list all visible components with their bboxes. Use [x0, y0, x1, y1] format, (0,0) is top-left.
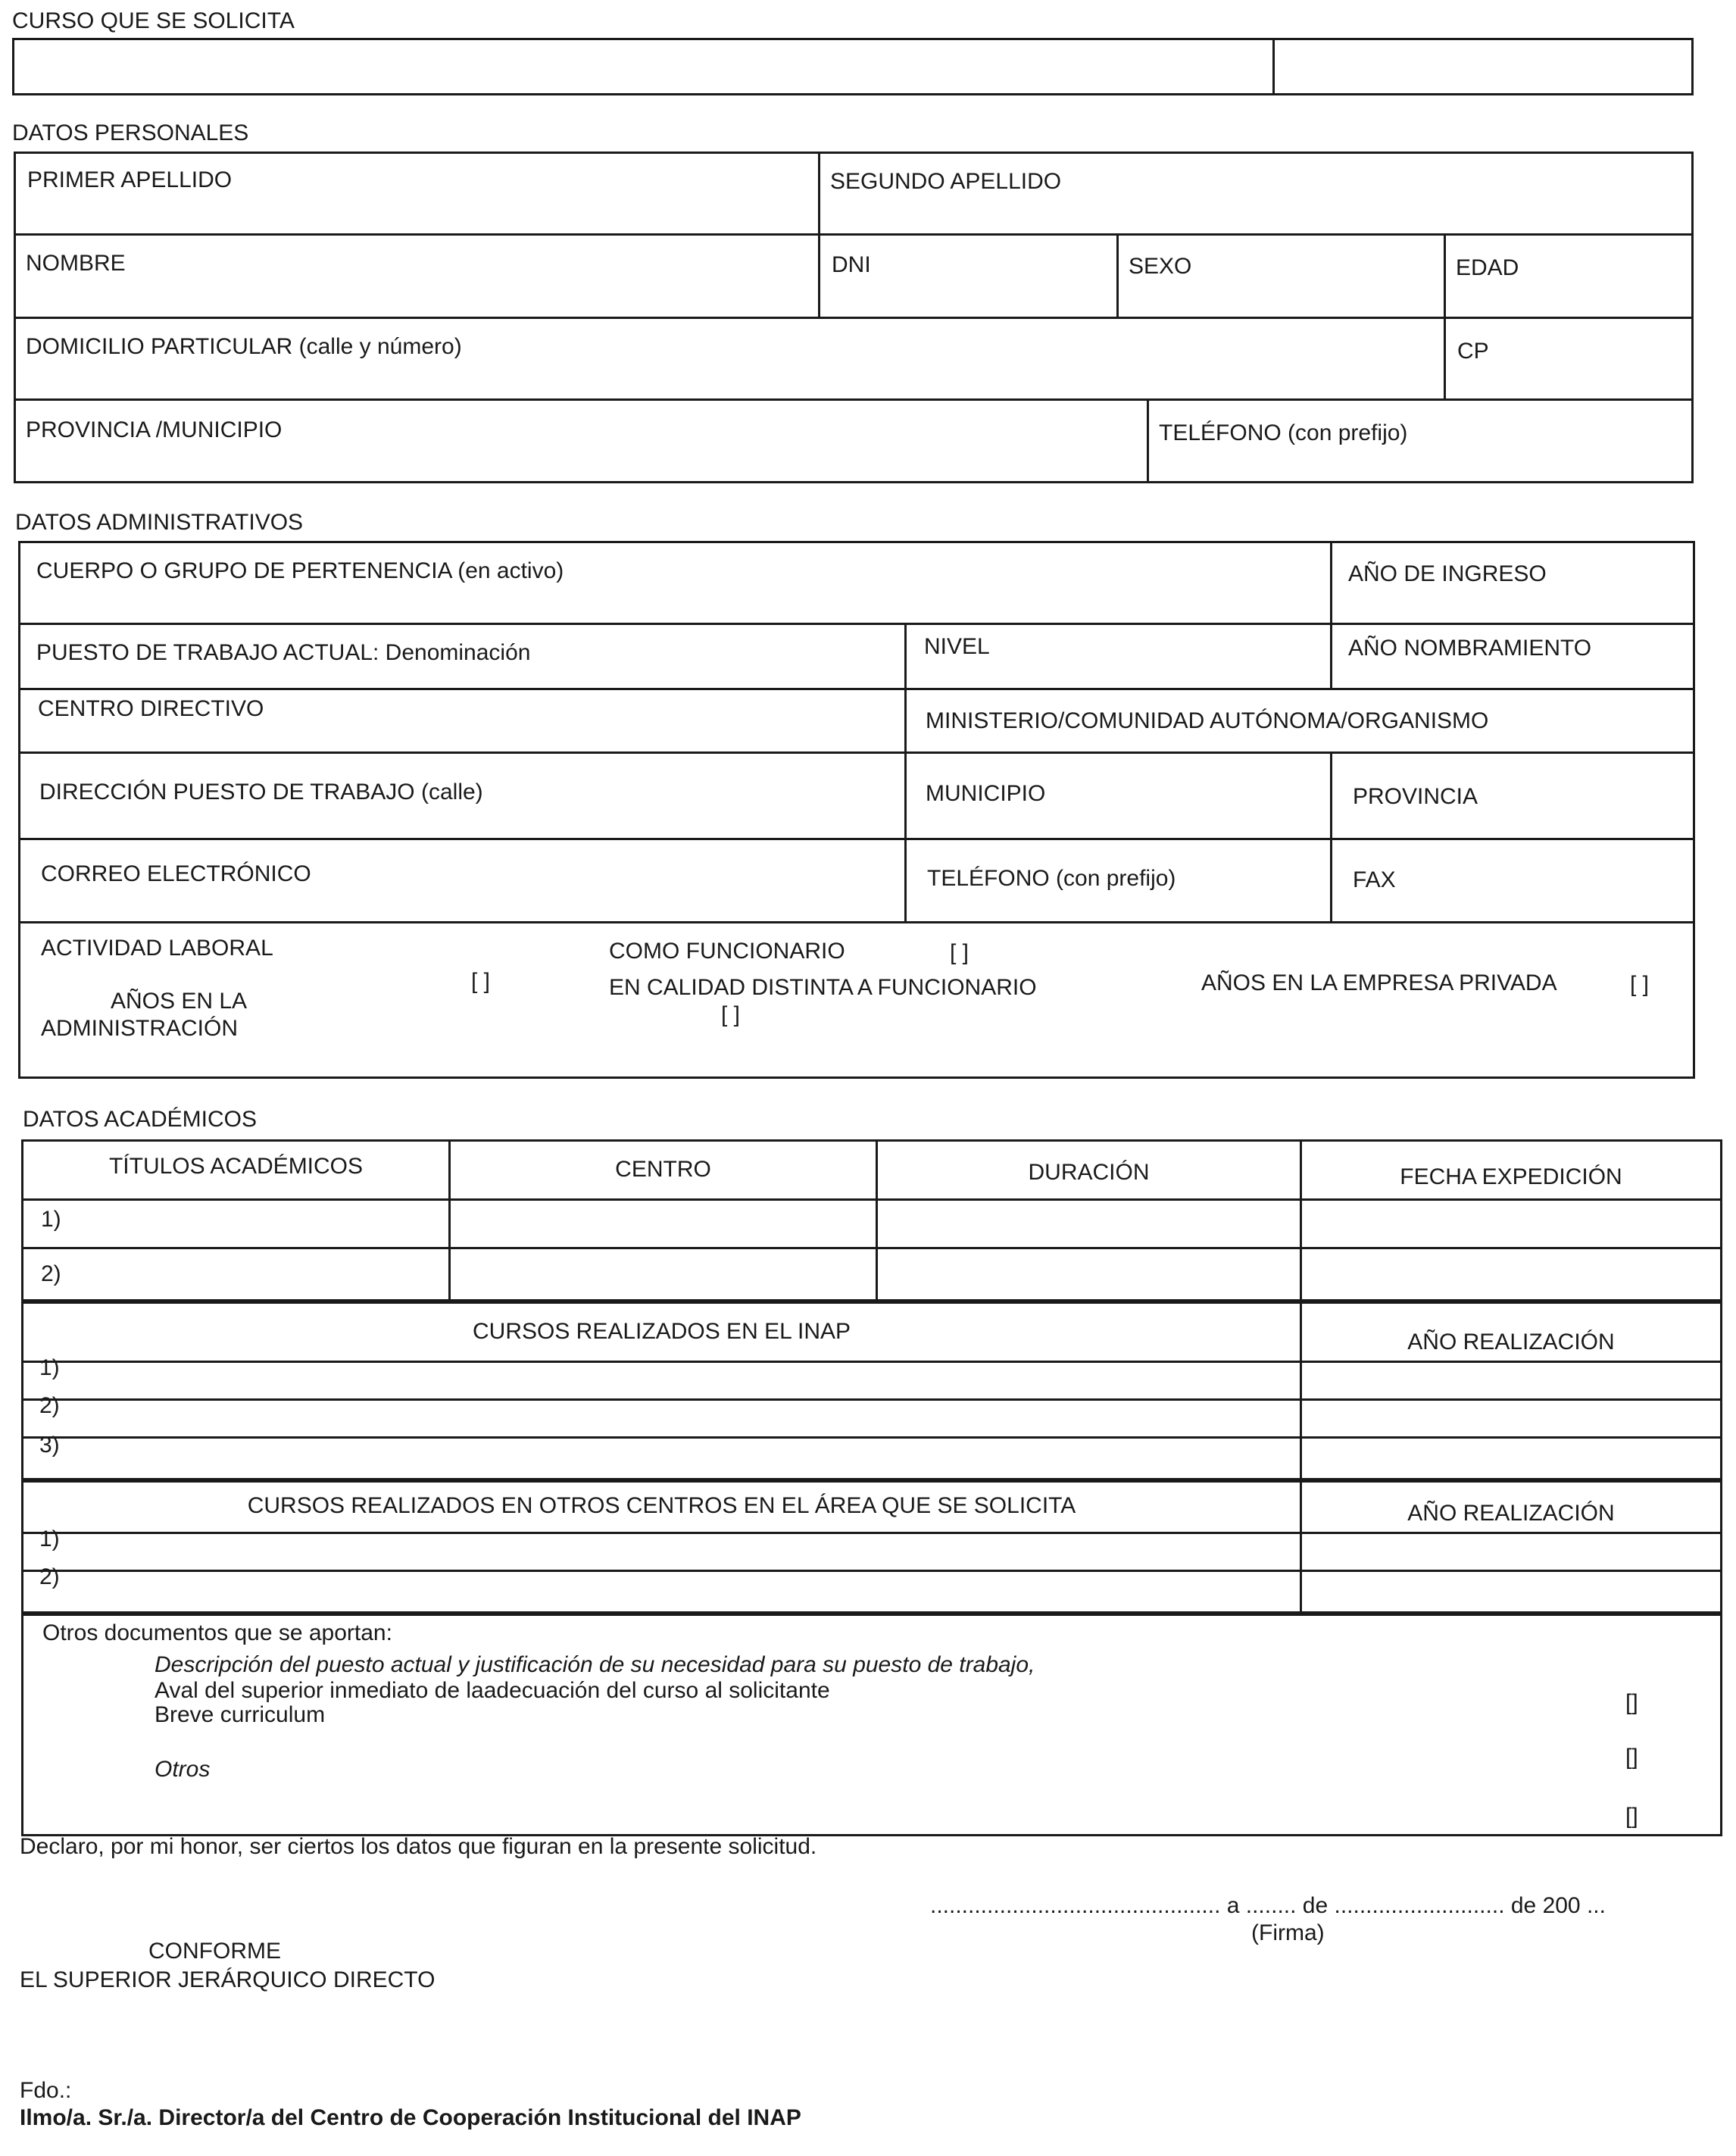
field-sexo[interactable]	[1119, 236, 1443, 316]
label-actividad-laboral: ACTIVIDAD LABORAL	[41, 936, 273, 961]
doc-item-otros: Otros	[155, 1757, 211, 1782]
label-direccion: DIRECCIÓN PUESTO DE TRABAJO (calle)	[39, 780, 483, 805]
checkbox-doc-2[interactable]: []	[1625, 1745, 1638, 1770]
otros-row-2: 2)	[39, 1564, 60, 1589]
inap-row-1: 1)	[39, 1355, 60, 1380]
header-duracion: DURACIÓN	[1028, 1160, 1150, 1185]
field-primer-apellido[interactable]	[16, 154, 816, 233]
field-provincia-municipio[interactable]	[16, 401, 1146, 481]
field-otros-1[interactable]	[23, 1534, 1720, 1569]
label-empresa-privada: AÑOS EN LA EMPRESA PRIVADA	[1201, 970, 1557, 995]
curso-field[interactable]	[12, 38, 1694, 95]
header-fecha-expedicion: FECHA EXPEDICIÓN	[1400, 1164, 1622, 1189]
section-title-curso: CURSO QUE SE SOLICITA	[12, 8, 295, 33]
fdo-label: Fdo.:	[20, 2078, 72, 2103]
label-municipio: MUNICIPIO	[926, 781, 1046, 806]
label-primer-apellido: PRIMER APELLIDO	[27, 167, 233, 192]
fecha-line[interactable]: .............................................. a ........ de ........................... de 200 ...	[930, 1893, 1606, 1918]
field-dni[interactable]	[820, 236, 1116, 316]
label-centro-directivo: CENTRO DIRECTIVO	[38, 696, 264, 721]
label-ministerio: MINISTERIO/COMUNIDAD AUTÓNOMA/ORGANISMO	[926, 708, 1489, 733]
label-dni: DNI	[832, 252, 871, 277]
label-sexo: SEXO	[1129, 254, 1192, 279]
field-centro-directivo[interactable]	[20, 690, 904, 751]
label-telefono-admin: TELÉFONO (con prefijo)	[927, 866, 1176, 891]
label-nombre: NOMBRE	[26, 251, 126, 276]
field-titulo-2[interactable]	[23, 1249, 1720, 1299]
field-segundo-apellido[interactable]	[820, 154, 1691, 233]
field-fax[interactable]	[1332, 840, 1693, 920]
superior-label: EL SUPERIOR JERÁRQUICO DIRECTO	[20, 1967, 436, 1992]
field-inap-1[interactable]	[23, 1363, 1720, 1398]
header-anio-realizacion-otros: AÑO REALIZACIÓN	[1407, 1501, 1615, 1526]
label-provincia: PROVINCIA	[1353, 784, 1478, 809]
header-anio-realizacion-inap: AÑO REALIZACIÓN	[1407, 1330, 1615, 1355]
field-nombre[interactable]	[16, 236, 816, 316]
director-addressee: Ilmo/a. Sr./a. Director/a del Centro de Cooperación Institucional del INAP	[20, 2105, 801, 2130]
label-correo: CORREO ELECTRÓNICO	[41, 861, 311, 886]
field-titulo-1[interactable]	[23, 1201, 1720, 1246]
doc-item-descripcion: Descripción del puesto actual y justificación de su necesidad para su puesto de trabajo,	[155, 1652, 1035, 1677]
label-cp: CP	[1457, 339, 1489, 364]
declaracion-text: Declaro, por mi honor, ser ciertos los datos que figuran en la presente solicitud.	[20, 1834, 817, 1859]
field-provincia[interactable]	[1332, 754, 1693, 837]
label-edad: EDAD	[1456, 255, 1519, 280]
checkbox-empresa-privada[interactable]: [ ]	[1630, 972, 1650, 997]
label-anio-nombramiento: AÑO NOMBRAMIENTO	[1348, 636, 1592, 661]
titulos-row-2: 2)	[41, 1261, 61, 1286]
field-nivel[interactable]	[907, 625, 1329, 687]
label-provincia-municipio: PROVINCIA /MUNICIPIO	[26, 417, 283, 442]
label-segundo-apellido: SEGUNDO APELLIDO	[830, 169, 1062, 194]
label-otros-documentos: Otros documentos que se aportan:	[42, 1620, 392, 1645]
label-como-funcionario: COMO FUNCIONARIO	[609, 939, 845, 964]
field-correo[interactable]	[20, 840, 904, 920]
header-titulos: TÍTULOS ACADÉMICOS	[108, 1154, 364, 1179]
otros-row-1: 1)	[39, 1526, 60, 1551]
header-centro: CENTRO	[615, 1157, 711, 1182]
label-nivel: NIVEL	[924, 634, 990, 659]
checkbox-doc-1[interactable]: []	[1625, 1690, 1638, 1715]
label-puesto: PUESTO DE TRABAJO ACTUAL: Denominación	[36, 640, 531, 665]
section-title-personales: DATOS PERSONALES	[12, 120, 249, 145]
checkbox-calidad-distinta[interactable]: [ ]	[721, 1002, 741, 1027]
label-calidad-distinta: EN CALIDAD DISTINTA A FUNCIONARIO	[609, 975, 1037, 1000]
field-cp[interactable]	[1446, 319, 1691, 398]
label-telefono-personal: TELÉFONO (con prefijo)	[1159, 420, 1408, 445]
section-title-administrativos: DATOS ADMINISTRATIVOS	[15, 510, 304, 535]
checkbox-anios-admin[interactable]: [ ]	[471, 969, 491, 994]
field-telefono-admin[interactable]	[907, 840, 1329, 920]
field-inap-2[interactable]	[23, 1401, 1720, 1436]
header-cursos-inap: CURSOS REALIZADOS EN EL INAP	[472, 1319, 851, 1344]
titulos-row-1: 1)	[41, 1207, 61, 1232]
field-puesto[interactable]	[20, 625, 904, 687]
doc-item-curriculum: Breve curriculum	[155, 1702, 326, 1727]
field-domicilio[interactable]	[16, 319, 1441, 398]
conforme-label: CONFORME	[148, 1939, 281, 1964]
field-telefono-personal[interactable]	[1149, 401, 1691, 481]
label-anios-admin-line1: AÑOS EN LA	[111, 989, 248, 1014]
label-cuerpo: CUERPO O GRUPO DE PERTENENCIA (en activo)	[36, 558, 564, 583]
field-municipio[interactable]	[907, 754, 1329, 837]
section-title-academicos: DATOS ACADÉMICOS	[23, 1107, 257, 1132]
field-cuerpo[interactable]	[20, 543, 1329, 622]
label-anio-ingreso: AÑO DE INGRESO	[1348, 561, 1547, 586]
field-anio-nombramiento[interactable]	[1332, 625, 1693, 687]
header-cursos-otros: CURSOS REALIZADOS EN OTROS CENTROS EN EL ÁREA QUE SE SOLICITA	[247, 1493, 1076, 1518]
inap-row-2: 2)	[39, 1393, 60, 1418]
inap-row-3: 3)	[39, 1433, 60, 1458]
doc-item-aval: Aval del superior inmediato de laadecuación del curso al solicitante	[155, 1678, 830, 1703]
firma-label: (Firma)	[1251, 1920, 1325, 1945]
field-direccion[interactable]	[20, 754, 904, 837]
checkbox-como-funcionario[interactable]: [ ]	[950, 940, 969, 965]
field-anio-ingreso[interactable]	[1332, 543, 1693, 622]
field-otros-2[interactable]	[23, 1572, 1720, 1611]
label-anios-admin-line2: ADMINISTRACIÓN	[41, 1016, 239, 1041]
label-fax: FAX	[1353, 867, 1396, 892]
label-domicilio: DOMICILIO PARTICULAR (calle y número)	[26, 334, 462, 359]
field-inap-3[interactable]	[23, 1439, 1720, 1480]
field-ministerio[interactable]	[907, 690, 1693, 751]
checkbox-doc-3[interactable]: []	[1625, 1804, 1638, 1829]
field-edad[interactable]	[1446, 236, 1691, 316]
